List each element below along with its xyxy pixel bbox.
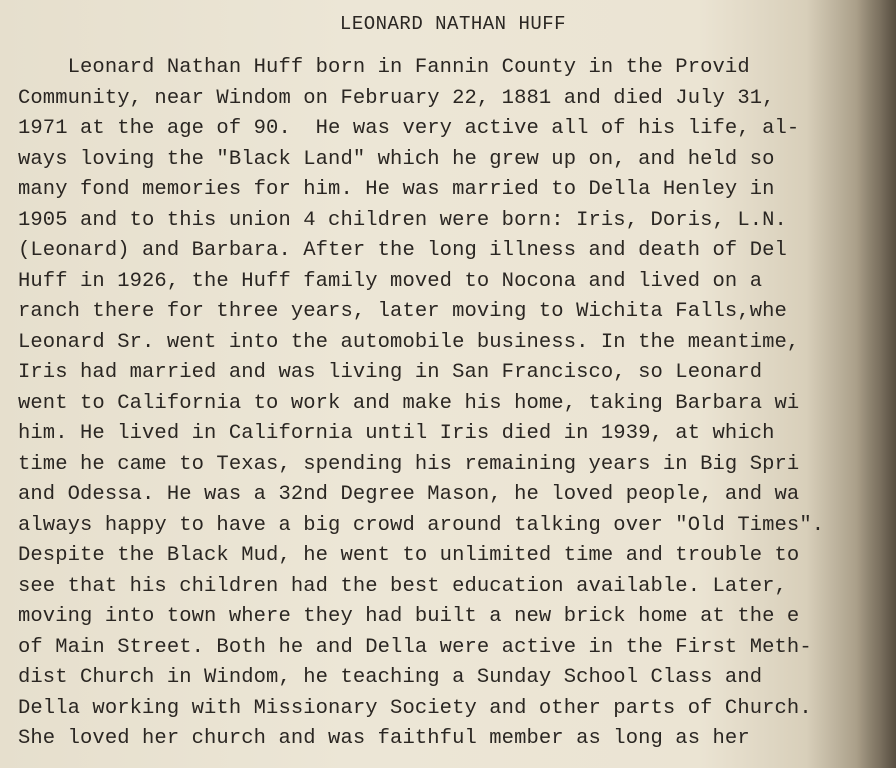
text-line: 1905 and to this union 4 children were born: Iris, Doris, L.N. [18, 208, 787, 232]
text-line: many fond memories for him. He was married to Della Henley in [18, 178, 775, 201]
text-line: Despite the Black Mud, he went to unlimited time and trouble to [18, 544, 800, 567]
text-line: see that his children had the best education available. Later, [18, 574, 787, 598]
text-line: dist Church in Windom, he teaching a Sunday School Class and [18, 666, 763, 689]
text-line: 1971 at the age of 90. He was very active all of his life, al- [18, 117, 800, 140]
text-line: Leonard Sr. went into the automobile business. In the meantime, [18, 330, 800, 354]
text-line: and Odessa. He was a 32nd Degree Mason, he loved people, and wa [18, 483, 800, 506]
text-line: Della working with Missionary Society and other parts of Church. [18, 696, 812, 720]
text-line: ranch there for three years, later moving to Wichita Falls,whe [18, 300, 787, 323]
text-line: Iris had married and was living in San Francisco, so Leonard [18, 361, 763, 384]
text-line: went to California to work and make his home, taking Barbara wi [18, 391, 800, 415]
text-line: always happy to have a big crowd around talking over "Old Times". [18, 513, 825, 537]
text-line: Community, near Windom on February 22, 1881 and died July 31, [18, 86, 775, 110]
text-line: time he came to Texas, spending his remaining years in Big Spri [18, 452, 800, 476]
text-line: him. He lived in California until Iris died in 1939, at which [18, 422, 775, 445]
document-title: LEONARD NATHAN HUFF [339, 13, 567, 35]
document-body [18, 53, 896, 755]
text-line: ways loving the "Black Land" which he grew up on, and held so [18, 147, 775, 171]
text-line: Huff in 1926, the Huff family moved to Nocona and lived on a [18, 269, 763, 293]
text-line: moving into town where they had built a new brick home at the e [18, 605, 800, 628]
text-line: She loved her church and was faithful member as long as her [18, 727, 750, 750]
text-line: (Leonard) and Barbara. After the long illness and death of Del [18, 239, 787, 262]
text-line: Leonard Nathan Huff born in Fannin County in the Provid [18, 56, 750, 79]
text-line: of Main Street. Both he and Della were active in the First Meth- [18, 635, 812, 659]
